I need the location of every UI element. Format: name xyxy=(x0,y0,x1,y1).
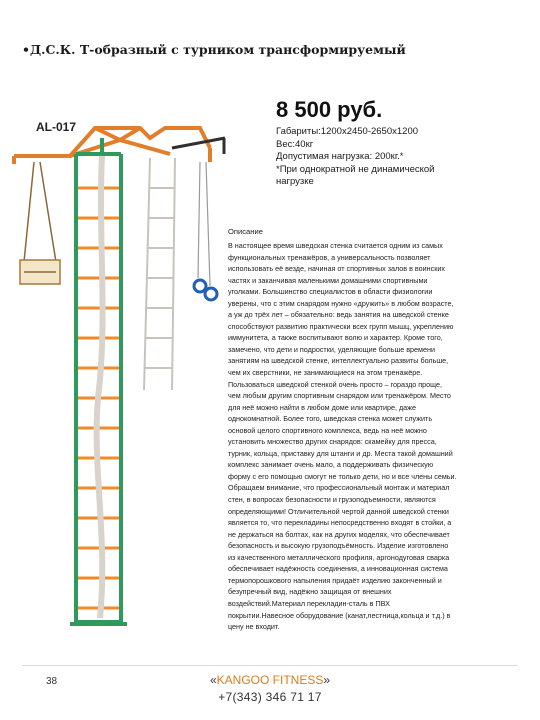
brand-text: KANGOO FITNESS xyxy=(216,673,324,687)
description-line: чем любым другим спортивным снарядом или тренажёром. Место xyxy=(228,391,451,401)
description-line: замечено, что дети и подростки, уделяющие больше времени xyxy=(228,344,435,354)
page-number: 38 xyxy=(46,676,58,687)
document-title: •Д.С.К. Т-образный с турником трансформируемый xyxy=(22,42,406,57)
rope-ladder xyxy=(144,158,175,390)
description-line: уголками. Большинство специалистов в области физиологии xyxy=(228,287,433,297)
description-line: установить множество других снарядов: скамейку для пресса, xyxy=(228,437,437,447)
specifications xyxy=(276,126,496,189)
spec-load: Допустимая нагрузка: 200кг.* xyxy=(276,151,404,163)
description-line: безупречный вид, надёжно защищая от внешних xyxy=(228,587,392,597)
gym-rings xyxy=(194,162,217,300)
description-line: однокомнатной. Более того, шведская стенка может служить xyxy=(228,414,433,424)
description-line: частях и заканчивая маленькими домашними спортивными xyxy=(228,275,428,285)
description-line: Пользоваться шведской стенкой очень просто – гораздо проще, xyxy=(228,379,443,389)
description-line: не держаться на болтах, как на других моделях, что обеспечивает xyxy=(228,529,450,539)
description-line: основой целого спортивного комплекса, ведь на неё можно xyxy=(228,425,427,435)
description-body xyxy=(228,240,518,633)
model-code: AL-017 xyxy=(36,120,77,134)
description-line: форму с его помощью смогут не только дети, но и все члены семьи. xyxy=(228,471,457,481)
description-line: для неё можно найти в любом доме или квартире, даже xyxy=(228,402,416,412)
description-line: Обращаем внимание, что профессиональный монтаж и материал xyxy=(228,483,450,493)
description-line: уверены, что с этим снарядом нужно «дружить» в любом возрасте, xyxy=(228,298,454,308)
brand-name xyxy=(0,673,540,687)
description-line: термопорошкового напыления придаёт изделию законченный и xyxy=(228,575,442,585)
description-line: покрытии.Навесное оборудование (канат,лестница,кольца и т.д.) в xyxy=(228,610,451,620)
description-line: иммунитета, а также воспитывают волю и характер. Кроме того, xyxy=(228,333,443,343)
pull-up-bar xyxy=(172,138,225,154)
description-line: В настоящее время шведская стенка считается одним из самых xyxy=(228,241,443,250)
description-line: воздействий.Материал перекладин-сталь в ПВХ xyxy=(228,598,390,608)
description-line: из качественного металлического профиля, аргонодуговая сварка xyxy=(228,552,450,562)
spec-dimensions: Габариты:1200х2450-2650х1200 xyxy=(276,126,419,137)
description-line: турник, кольца, приставку для штанги и др. Места такой домашний xyxy=(228,448,453,458)
description-line: является то, что перекладины непосредственно входят в стойки, а xyxy=(228,518,452,528)
description-line: занятиям на шведской стенке, интеллектуально развиты больше, xyxy=(228,356,449,366)
spec-note: *При однократной не динамической xyxy=(276,163,435,175)
description-line: чем их сверстники, не занимающиеся на этом тренажёре. xyxy=(228,368,423,378)
price: 8 500 руб. xyxy=(276,97,383,122)
description-line: безопасность и высокую грузоподъёмность. Изделие изготовлено xyxy=(228,541,449,551)
wall-bars-illustration xyxy=(0,118,226,658)
description-line: использовать её везде, начиная от спортивных залов в воинских xyxy=(228,264,445,274)
description-line: комплекс занимает очень мало, а поддерживать физическую xyxy=(228,460,434,470)
swing xyxy=(20,162,60,284)
contact-phone: +7(343) 346 71 17 xyxy=(218,690,322,704)
description-line: способствуют развитию практически всех групп мышц, укреплению xyxy=(228,321,454,331)
description-line: стен, в вопросах безопасности и грузоподъемности, являются xyxy=(228,495,436,505)
brand-quote-close: » xyxy=(323,673,331,687)
brand-quote-open: « xyxy=(209,673,217,687)
spec-weight: Вес:40кг xyxy=(276,138,314,150)
description-line: а уж до трёх лет – обязательно: ведь занятия на шведской стенке xyxy=(228,310,449,320)
description-line: функциональных тренажёров, а универсальность позволяет xyxy=(228,252,431,262)
description-line: обеспечивает надёжность соединения, а инновационная система xyxy=(228,564,448,574)
description-title: Описание xyxy=(228,227,263,236)
description-line: определяющими! Отличительной чертой данной шведской стенки xyxy=(228,506,449,516)
description-line: цену не входит. xyxy=(228,622,280,632)
footer-divider xyxy=(22,665,518,666)
spec-note-cont: нагрузке xyxy=(276,176,314,188)
